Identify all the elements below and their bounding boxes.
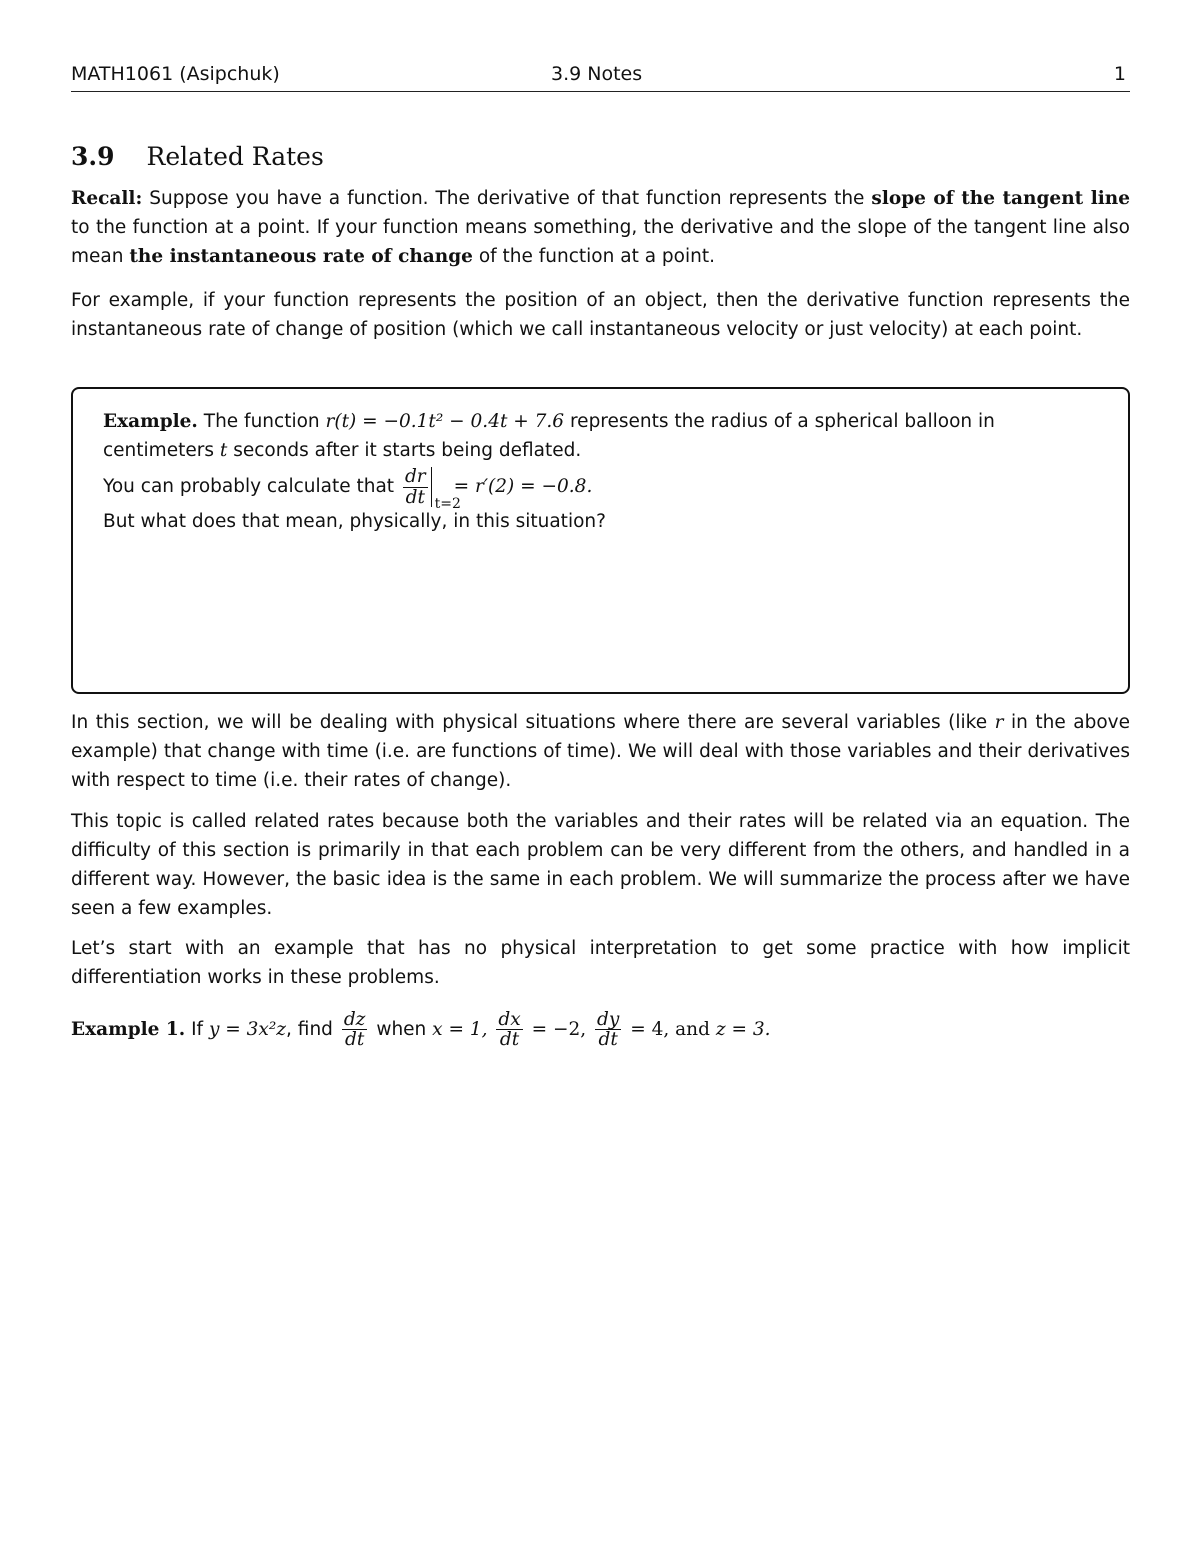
page <box>71 60 1130 1051</box>
variable-r: r <box>994 712 1004 733</box>
section-intro-paragraph <box>71 708 1130 795</box>
evaluation-point: t=2 <box>434 496 461 512</box>
dr-dt-fraction <box>403 467 428 507</box>
recall-bold-1: slope of the tangent line <box>871 188 1130 209</box>
section-number: 3.9 <box>71 142 115 171</box>
section-intro-text-b: in the above example) that change with time (i.e. are functions of time). We will deal with those variables and their derivatives with respect to time (i.e. their rates of change). <box>71 712 1130 791</box>
recall-bold-2: the instantaneous rate of change <box>129 246 473 267</box>
example-text-a: The function <box>203 411 320 432</box>
example-label: Example. <box>103 411 198 432</box>
variable-t: t <box>219 440 228 461</box>
dz-dt-fraction <box>342 1010 368 1050</box>
example-1 <box>71 1010 770 1050</box>
fraction-denominator: dt <box>405 486 425 508</box>
example-text-b: represents the radius of a spherical balloon in centimeters <box>103 411 995 461</box>
course-label: MATH1061 (Asipchuk) <box>71 63 280 85</box>
recall-text-3: of the function at a point. <box>478 246 715 267</box>
topic-paragraph: This topic is called related rates because both the variables and their rates will be related via an equation. The difficulty of this section is primarily in that each problem can be very different from the others, and handled in a different way. However, the basic idea is the same in each problem. We will summarize the process after we have seen a few examples. <box>71 811 1130 919</box>
fraction-numerator: dr <box>404 466 426 488</box>
dz-denominator: dt <box>344 1029 365 1051</box>
example-1-label: Example 1. <box>71 1018 186 1040</box>
dy-numerator: dy <box>597 1009 620 1030</box>
recall-text-2: to the function at a point. If your function means something, the derivative and the slope of the tangent line also mean <box>71 217 1130 267</box>
example-line-2 <box>103 466 1101 512</box>
dy-denominator: dt <box>598 1029 618 1051</box>
condition-dy: = 4, and <box>630 1018 710 1040</box>
section-intro-text-a: In this section, we will be dealing with physical situations where there are several variables (like <box>71 712 988 733</box>
example-1-find: , find <box>286 1018 333 1040</box>
recall-label: Recall: <box>71 188 143 209</box>
recall-paragraph <box>71 184 1130 271</box>
dx-denominator: dt <box>499 1029 520 1051</box>
dx-numerator: dx <box>498 1009 521 1030</box>
example-line-3: But what does that mean, physically, in this situation? <box>103 511 606 532</box>
dz-numerator: dz <box>343 1009 366 1030</box>
recall-text-1: Suppose you have a function. The derivative of that function represents the <box>149 188 865 209</box>
start-paragraph: Let’s start with an example that has no physical interpretation to get some practice with how implicit differentiation works in these problems. <box>71 938 1130 988</box>
example-1-if: If <box>191 1018 204 1040</box>
document-title: 3.9 Notes <box>551 63 643 85</box>
position-paragraph: For example, if your function represents the position of an object, then the derivative function represents the instantaneous rate of change of position (which we call instantaneous velocity or just velocity) at each point. <box>71 290 1130 340</box>
page-number: 1 <box>1113 63 1126 85</box>
condition-z: z = 3. <box>715 1018 771 1040</box>
example-box <box>71 387 1130 694</box>
example-text-calc: You can probably calculate that <box>103 476 395 497</box>
radius-function: r(t) = −0.1t² − 0.4t + 7.6 <box>325 411 565 432</box>
page-header <box>71 60 1130 92</box>
condition-x: x = 1, <box>432 1018 488 1040</box>
dx-dt-fraction <box>496 1010 522 1050</box>
dy-dt-fraction <box>595 1010 621 1050</box>
example-1-equation: y = 3x²z <box>208 1018 287 1040</box>
derivative-value: = r′(2) = −0.8. <box>453 476 593 497</box>
condition-dx: = −2, <box>531 1018 587 1040</box>
example-1-when: when <box>376 1018 427 1040</box>
section-heading <box>71 142 324 171</box>
example-box-content <box>103 407 1101 536</box>
section-title: Related Rates <box>146 142 324 171</box>
example-text-c: seconds after it starts being deflated. <box>233 440 582 461</box>
evaluation-bar <box>431 467 461 512</box>
example-line-1 <box>103 407 1101 465</box>
